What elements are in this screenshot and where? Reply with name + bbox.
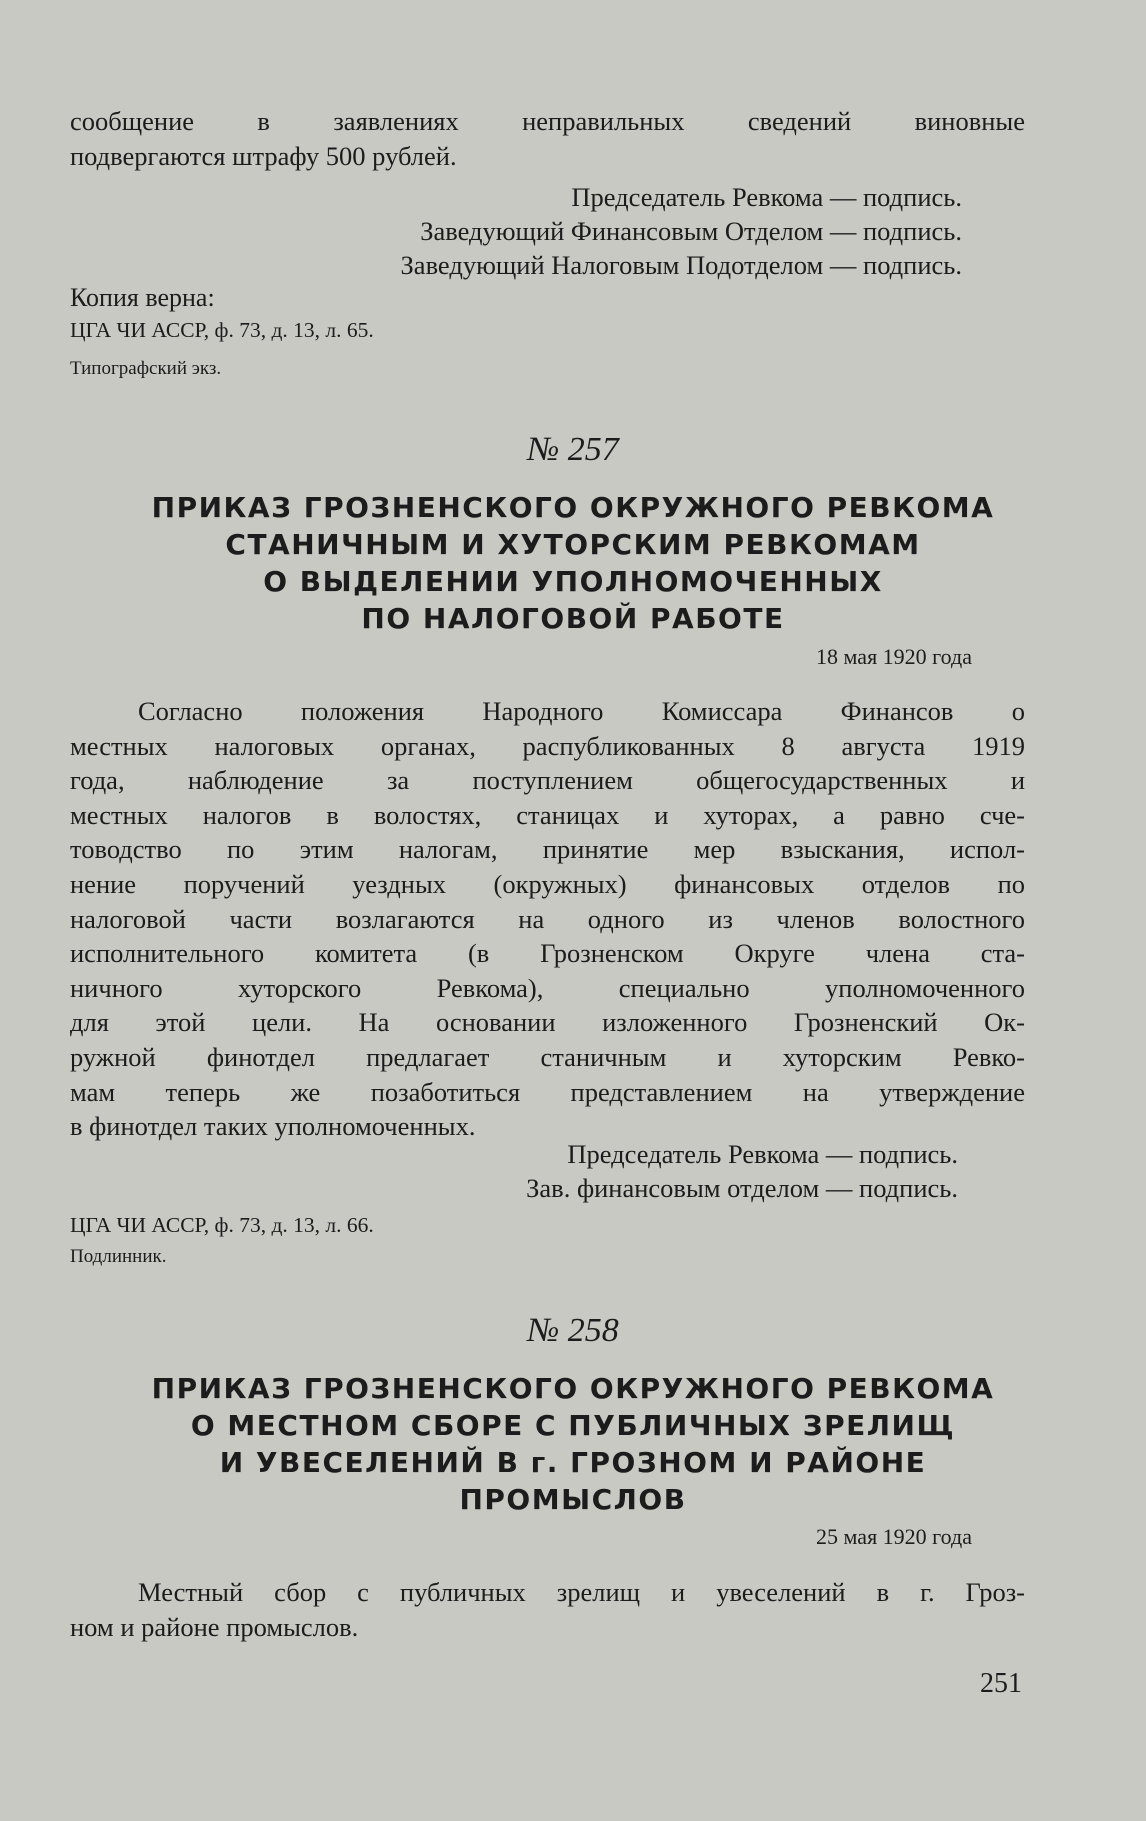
- archive-note: Типографский экз.: [70, 358, 222, 379]
- text-line: ничного хуторского Ревкома), специально уполномоченного: [70, 972, 1025, 1003]
- title-line: ПРИКАЗ ГРОЗНЕНСКОГО ОКРУЖНОГО РЕВКОМА: [151, 1372, 995, 1405]
- text-line: товодство по этим налогам, принятие мер взыскания, испол-: [70, 834, 1025, 865]
- archive-reference: ЦГА ЧИ АССР, ф. 73, д. 13, л. 66.: [70, 1213, 374, 1237]
- document-body: [70, 1575, 1025, 1644]
- previous-doc-ending: [70, 104, 1025, 173]
- text-line: исполнительного комитета (в Грозненском Округе члена ста-: [70, 938, 1025, 969]
- text-line: местных налоговых органах, распубликованных 8 августа 1919: [70, 730, 1025, 761]
- document-number: № 257: [527, 431, 619, 468]
- document-number: № 258: [527, 1312, 619, 1349]
- text-line: Местный сбор с публичных зрелищ и увеселений в г. Гроз-: [138, 1577, 1025, 1607]
- text-line: ном и районе промыслов.: [70, 1611, 359, 1642]
- document-date: 18 мая 1920 года: [816, 644, 972, 669]
- title-line: ПРИКАЗ ГРОЗНЕНСКОГО ОКРУЖНОГО РЕВКОМА: [151, 491, 995, 524]
- text-line: местных налогов в волостях, станицах и хуторах, а равно сче-: [70, 799, 1025, 830]
- text-line: подвергаются штрафу 500 рублей.: [70, 140, 457, 171]
- text-line: налоговой части возлагаются на одного из членов волостного: [70, 903, 1025, 934]
- archive-reference: ЦГА ЧИ АССР, ф. 73, д. 13, л. 65.: [70, 318, 374, 342]
- title-line: ПРОМЫСЛОВ: [459, 1483, 687, 1516]
- document-title: [60, 1370, 1086, 1518]
- document-body: [70, 694, 1025, 1144]
- archive-note: Подлинник.: [70, 1246, 167, 1267]
- copy-label: Копия верна:: [70, 283, 215, 312]
- page-number: 251: [980, 1668, 1022, 1699]
- signature-chairman: Председатель Ревкома — подпись.: [567, 1139, 958, 1169]
- document-date: 25 мая 1920 года: [816, 1524, 972, 1549]
- title-line: ПО НАЛОГОВОЙ РАБОТЕ: [361, 602, 785, 635]
- title-line: И УВЕСЕЛЕНИЙ В г. ГРОЗНОМ И РАЙОНЕ: [219, 1446, 927, 1479]
- text-line: года, наблюдение за поступлением общегосударственных и: [70, 765, 1025, 796]
- text-line: ружной финотдел предлагает станичным и хуторским Ревко-: [70, 1041, 1025, 1072]
- title-line: О ВЫДЕЛЕНИИ УПОЛНОМОЧЕННЫХ: [263, 565, 883, 598]
- text-line: Согласно положения Народного Комиссара Финансов о: [138, 696, 1025, 726]
- text-line: в финотдел таких уполномоченных.: [70, 1111, 476, 1142]
- text-line: для этой цели. На основании изложенного Грозненский Ок-: [70, 1007, 1025, 1038]
- text-line: нение поручений уездных (окружных) финансовых отделов по: [70, 868, 1025, 899]
- title-line: О МЕСТНОМ СБОРЕ С ПУБЛИЧНЫХ ЗРЕЛИЩ: [190, 1409, 956, 1442]
- title-line: СТАНИЧНЫМ И ХУТОРСКИМ РЕВКОМАМ: [225, 528, 921, 561]
- signature-finance-head: Заведующий Финансовым Отделом — подпись.: [420, 216, 962, 246]
- document-title: [60, 489, 1086, 637]
- signature-chairman: Председатель Ревкома — подпись.: [571, 182, 962, 212]
- text-line: сообщение в заявлениях неправильных сведений виновные: [70, 106, 1025, 136]
- signature-finance-head: Зав. финансовым отделом — подпись.: [526, 1173, 958, 1203]
- text-line: мам теперь же позаботиться представлением на утверждение: [70, 1076, 1025, 1107]
- signature-tax-head: Заведующий Налоговым Подотделом — подпись.: [400, 250, 962, 280]
